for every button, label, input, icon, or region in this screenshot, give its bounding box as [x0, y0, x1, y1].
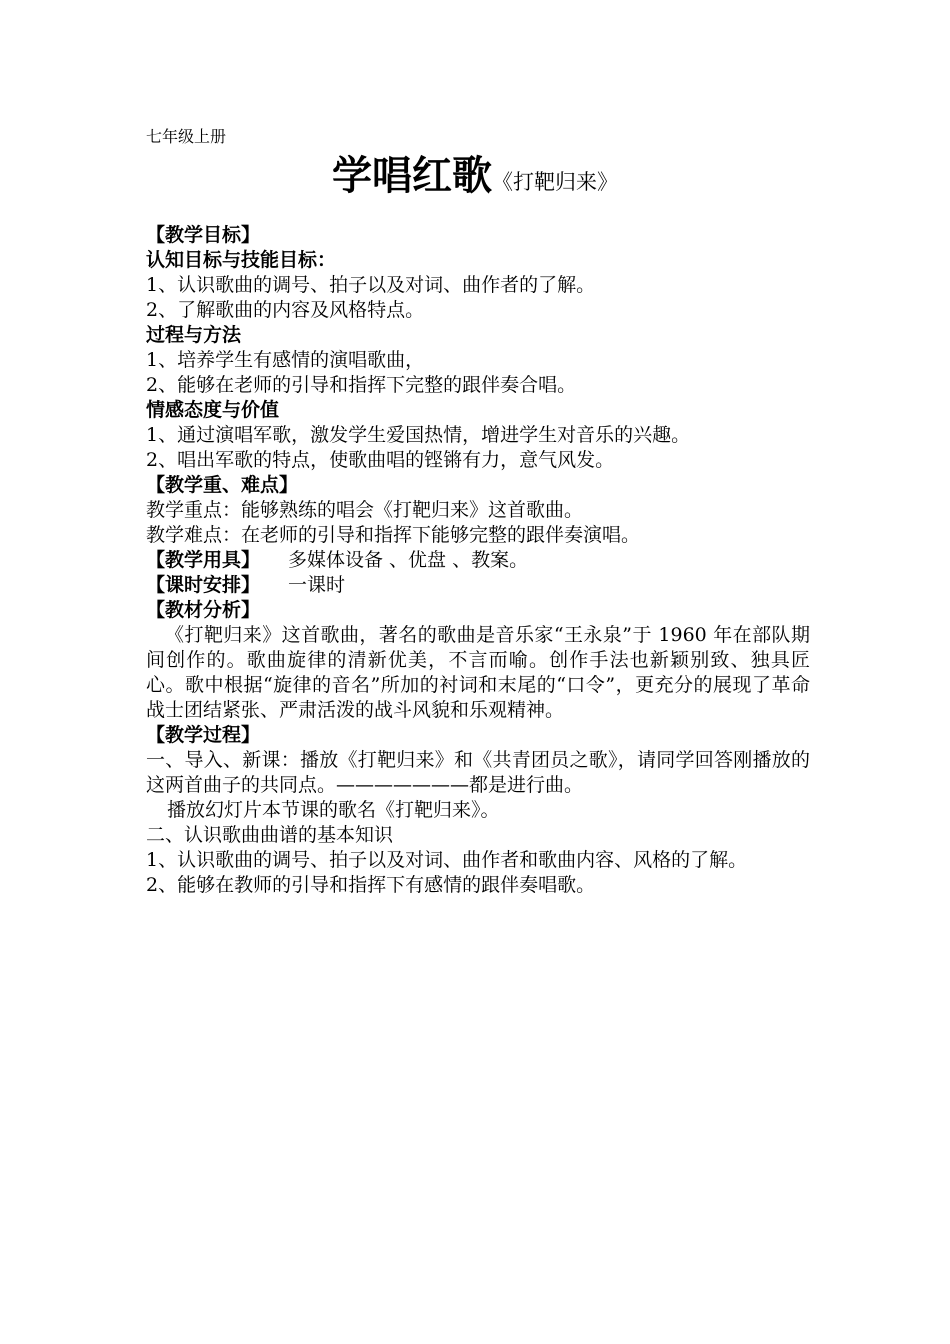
title-row	[0, 150, 950, 208]
process-item: 1、认识歌曲的调号、拍子以及对词、曲作者和歌曲内容、风格的了解。	[146, 849, 748, 871]
key-focus: 教学重点：能够熟练的唱会《打靶归来》这首歌曲。	[146, 499, 584, 521]
process-section-2: 二、认识歌曲曲谱的基本知识	[146, 824, 394, 846]
emotion-item: 2、唱出军歌的特点，使歌曲唱的铿锵有力，意气风发。	[146, 449, 615, 471]
cognitive-item: 2、了解歌曲的内容及风格特点。	[146, 299, 425, 321]
process-method-heading: 过程与方法	[146, 324, 242, 346]
teaching-process-heading: 【教学过程】	[146, 724, 261, 746]
cognitive-heading: 认知目标与技能目标：	[146, 249, 337, 271]
key-difficulty: 教学难点：在老师的引导和指挥下能够完整的跟伴奏演唱。	[146, 524, 641, 546]
analysis-heading: 【教材分析】	[146, 599, 261, 621]
document-body	[146, 223, 810, 898]
key-points-heading: 【教学重、难点】	[146, 474, 299, 496]
analysis-text: 《打靶归来》这首歌曲，著名的歌曲是音乐家“王永泉”于 1960 年在部队期间创作的。歌曲旋律的清新优美，不言而喻。创作手法也新颖别致、独具匠心。歌中根据“旋律的音名”所加的衬词和末尾的“口令”，更充分的展现了革命战士团结紧张、严肃活泼的战斗风貌和乐观精神。	[146, 624, 810, 721]
schedule-value: 一课时	[288, 574, 346, 596]
tools-heading: 【教学用具】	[146, 549, 261, 571]
emotion-item: 1、通过演唱军歌，激发学生爱国热情，增进学生对音乐的兴趣。	[146, 424, 691, 446]
tools-row	[146, 548, 810, 573]
schedule-heading: 【课时安排】	[146, 574, 261, 596]
objectives-heading: 【教学目标】	[146, 224, 261, 246]
grade-label: 七年级上册	[146, 127, 227, 146]
process-method-item: 2、能够在老师的引导和指挥下完整的跟伴奏合唱。	[146, 374, 577, 396]
cognitive-item: 1、认识歌曲的调号、拍子以及对词、曲作者的了解。	[146, 274, 596, 296]
emotion-heading: 情感态度与价值	[146, 399, 280, 421]
tools-value: 多媒体设备 、优盘 、教案。	[288, 549, 529, 571]
process-item: 2、能够在教师的引导和指挥下有感情的跟伴奏唱歌。	[146, 874, 596, 896]
page-subtitle: 《打靶归来》	[492, 170, 618, 194]
process-method-item: 1、培养学生有感情的演唱歌曲，	[146, 349, 425, 371]
schedule-row	[146, 573, 810, 598]
page-title: 学唱红歌	[332, 153, 492, 199]
process-slide: 播放幻灯片本节课的歌名《打靶归来》。	[167, 799, 500, 821]
process-intro: 一、导入、新课：播放《打靶归来》和《共青团员之歌》，请同学回答刚播放的这两首曲子的共同点。———————都是进行曲。	[146, 749, 810, 796]
